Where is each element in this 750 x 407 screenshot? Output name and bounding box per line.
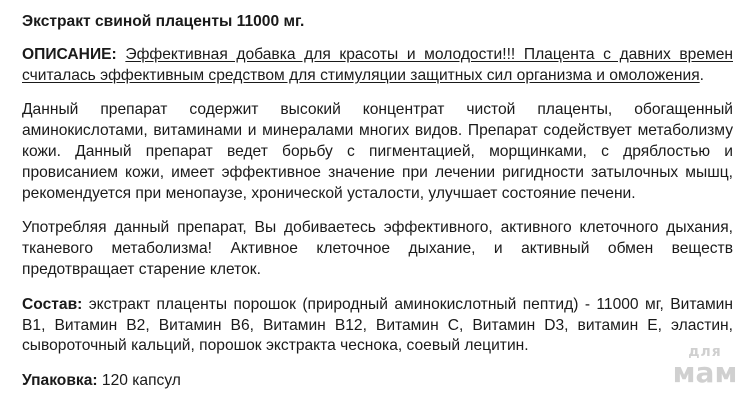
usage-paragraph: Употребляя данный препарат, Вы добиваетесь эффективного, активного клеточного дыхания, тканевого метаболизма! Активное клеточное дыхание, и активный обмен веществ предотвращает старение клеток.	[22, 219, 733, 278]
description-trailing: .	[699, 66, 704, 84]
watermark-logo	[672, 345, 738, 399]
document-body	[22, 12, 733, 406]
product-title: Экстракт свиной плаценты 11000 мг.	[22, 13, 305, 30]
effects-paragraph: Данный препарат содержит высокий концентрат чистой плаценты, обогащенный аминокислотами, витаминами и минералами многих видов. Препарат содействует метаболизму кожи. Данный препарат ведет борьбу с пигментацией, морщинками, с дряблостью и провисанием кожи, имеет эффективное значение при лечении ригидности затылочных мышц, рекомендуется при менопаузе, хронической усталости, улучшает состояние печени.	[22, 101, 733, 202]
description-label: ОПИСАНИЕ:	[22, 45, 117, 63]
watermark-bottom-text: мам	[672, 356, 738, 389]
composition-paragraph	[22, 295, 733, 357]
packaging-label: Упаковка:	[22, 372, 98, 390]
watermark-top-text: для	[688, 344, 722, 360]
packaging-paragraph	[22, 371, 733, 392]
composition-text: экстракт плаценты порошок (природный аминокислотный пептид) - 11000 мг, Витамин В1, Витамин В2, Витамин В6, Витамин В12, Витамин С, Витамин D3, витамин Е, эластин, сывороточный кальций, порошок экстракта чеснока, соевый лецитин.	[22, 295, 733, 355]
description-paragraph	[22, 45, 733, 87]
composition-label: Состав:	[22, 295, 83, 313]
description-text: Эффективная добавка для красоты и молодости!!! Плацента с давних времен считалась эффективным средством для стимуляции защитных сил организма и омоложения	[22, 45, 733, 84]
packaging-text: 120 капсул	[97, 372, 181, 390]
